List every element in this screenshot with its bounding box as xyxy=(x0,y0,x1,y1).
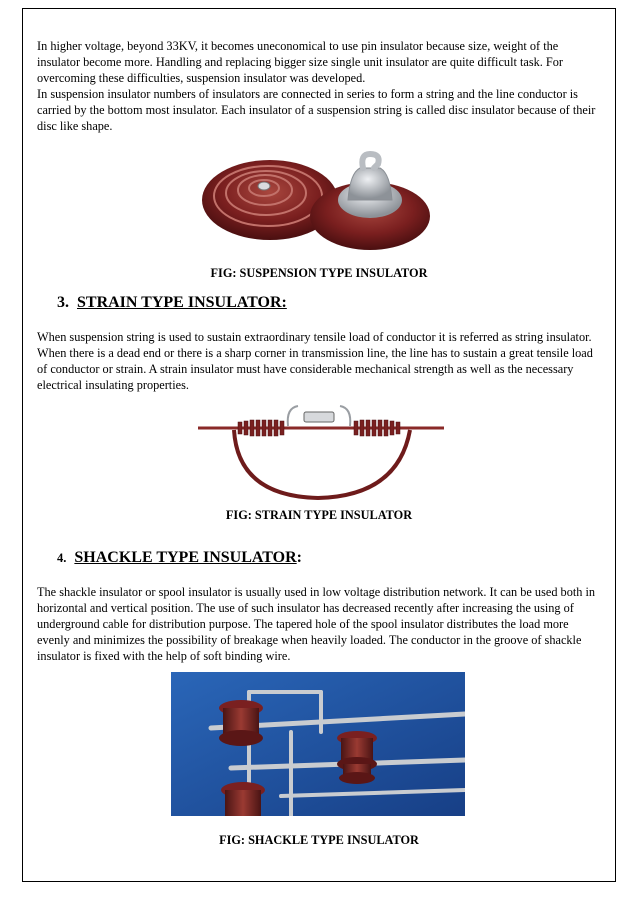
fig-shackle-caption: FIG: SHACKLE TYPE INSULATOR xyxy=(219,833,419,847)
strain-left-hook xyxy=(288,406,298,426)
section-3-body: When suspension string is used to sustain extraordinary tensile load of conductor it is referred as string insulator. When there is a dead end or there is a sharp corner in transmission line, the line has to sustain a great tensile load of conductor or strain. A strain insulator must have considerable mechanical strength as well as the necessary electrical insulating properties. xyxy=(37,330,593,392)
section-4-heading xyxy=(57,549,302,567)
disc-left-pin xyxy=(258,182,270,190)
disc-right-cap xyxy=(348,168,392,200)
section-3-heading xyxy=(57,294,287,312)
section-4-colon: : xyxy=(296,549,302,566)
fig-strain-caption: FIG: STRAIN TYPE INSULATOR xyxy=(225,508,413,522)
section-4-body: The shackle insulator or spool insulator is usually used in low voltage distribution network. It can be used both in horizontal and vertical position. The use of such insulator has decreased recently after increasing the using of underground cable for distribution purpose. The tapered hole of the spool insulator distributes the load more evenly and minimizes the possibility of breakage when heavily loaded. The conductor in the groove of shackle insulator is fixed with the help of soft binding wire. xyxy=(37,585,596,663)
intro-paragraph-1: In higher voltage, beyond 33KV, it becomes uneconomical to use pin insulator because size, weight of the insulator become more. Handling and replacing bigger size single unit insulator are quite difficult task. For overcoming these difficulties, suspension insulator was developed. xyxy=(37,39,564,85)
section-4-title: SHACKLE TYPE INSULATOR xyxy=(74,549,297,566)
strain-jumper-arc xyxy=(234,430,410,498)
shackle-insulator-image xyxy=(171,672,465,816)
suspension-insulator-image xyxy=(200,148,438,258)
strain-center-fitting xyxy=(304,412,334,422)
section-3-number: 3. xyxy=(57,294,69,311)
intro-paragraph-2: In suspension insulator numbers of insulators are connected in series to form a string and the line conductor is carried by the bottom most insulator. Each insulator of a suspension string is called disc insulator because of their disc like shape. xyxy=(37,87,596,133)
strain-insulator-image xyxy=(198,400,444,502)
strain-right-hook xyxy=(340,406,350,426)
spool-left-upper xyxy=(219,700,263,746)
spool-left-lower xyxy=(221,782,265,816)
spool-middle xyxy=(337,731,377,784)
disc-right-hook xyxy=(362,154,378,168)
section-4-number: 4. xyxy=(57,551,67,565)
section-3-title: STRAIN TYPE INSULATOR: xyxy=(77,294,287,311)
fig-suspension-caption: FIG: SUSPENSION TYPE INSULATOR xyxy=(210,266,428,280)
